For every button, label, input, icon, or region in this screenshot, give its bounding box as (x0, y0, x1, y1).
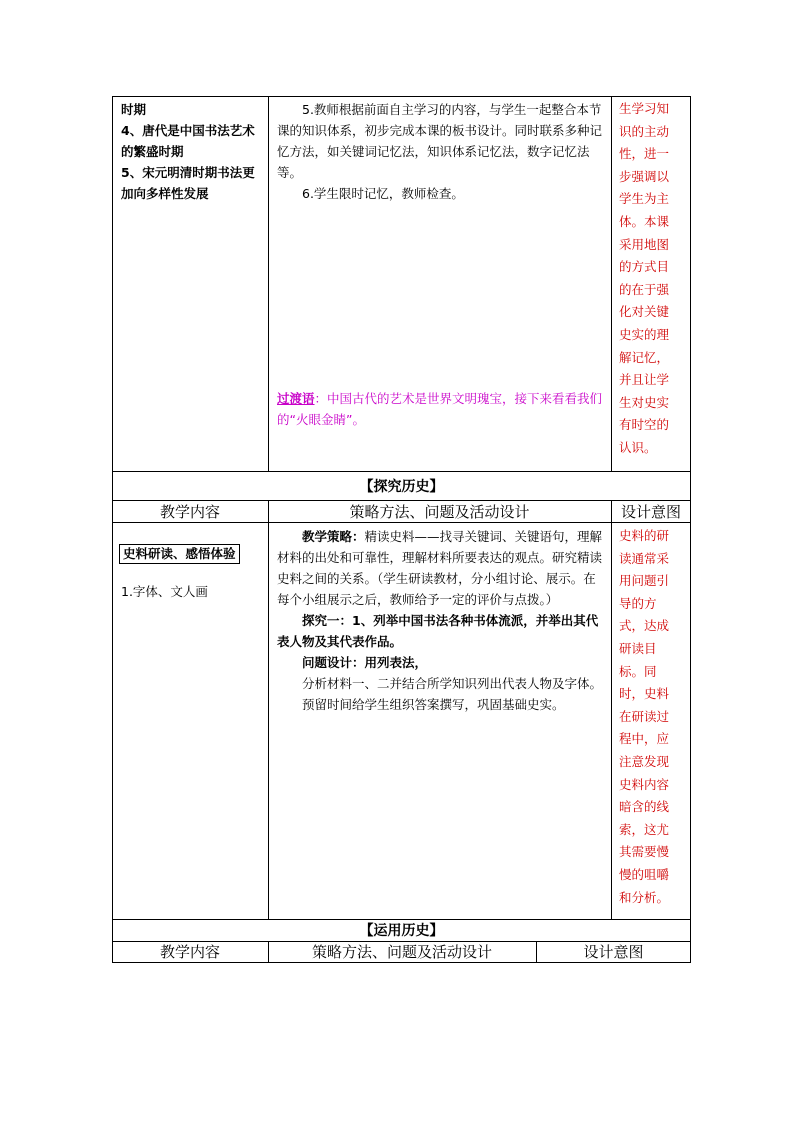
question-design: 问题设计：用列表法， (302, 655, 428, 670)
table-border-top (112, 96, 691, 97)
explore-header-intent: 设计意图 (620, 503, 681, 521)
apply-header-strategy: 策略方法、问题及活动设计 (311, 943, 492, 961)
strategy-text: 精读史料——找寻关键词、关键语句，理解材料的出处和可靠性，理解材料所要表达的观点。研究精读史料之间的关系。（学生研读教材，分小组讨论、展示。在每个小组展示之后，教师给予一定的评价与点拨。） (277, 529, 603, 607)
transition-label: 过渡语 (277, 391, 315, 406)
explore-header-content: 教学内容 (159, 503, 220, 521)
apply-header-content: 教学内容 (159, 943, 220, 961)
explore-left-cell (119, 543, 264, 564)
col-divider-mid-2 (611, 500, 612, 919)
reserve-text: 预留时间给学生组织答案撰写，巩固基础史实。 (302, 697, 565, 712)
strategy-paragraph (277, 526, 603, 610)
top-middle-paragraph-2: 6.学生限时记忆，教师检查。 (302, 186, 464, 201)
col-divider-top-2 (611, 96, 612, 471)
col-divider-top-1 (268, 96, 269, 471)
apply-header-intent: 设计意图 (583, 943, 644, 961)
row-divider-1 (112, 471, 691, 472)
col-divider-mid-1 (268, 500, 269, 919)
explore-middle-cell (277, 526, 603, 715)
table-border-right (690, 96, 691, 963)
transition-text (277, 388, 603, 430)
explore-left-item: 1.字体、文人画 (121, 584, 208, 599)
apply-section-title: 【运用历史】 (359, 923, 444, 939)
top-left-line-3: 5、宋元明清时期书法更加向多样性发展 (121, 165, 255, 201)
top-middle-paragraph-1: 5.教师根据前面自主学习的内容，与学生一起整合本节课的知识体系，初步完成本课的板书设计。同时联系多种记忆方法，如关键词记忆法，知识体系记忆法，数字记忆法等。 (277, 102, 603, 180)
strategy-label: 教学策略： (302, 529, 365, 544)
table-border-left (112, 96, 113, 963)
top-left-line-1: 时期 (121, 102, 147, 117)
explore-header-strategy: 策略方法、问题及活动设计 (349, 503, 530, 521)
top-left-line-2: 4、唐代是中国书法艺术的繁盛时期 (121, 123, 255, 159)
top-middle-cell (277, 99, 603, 204)
explore-right-note: 史料的研读通常采用问题引导的方式，达成研读目标。同时，史料在研读过程中，应注意发现史料内容暗含的线索，这尤其需要慢慢的咀嚼和分析。 (619, 528, 670, 905)
top-right-note: 生学习知识的主动性，进一步强调以学生为主体。本课采用地图的方式目的在于强化对关键史实的理解记忆，并且让学生对史实有时空的认识。 (619, 101, 670, 455)
transition-body: ：中国古代的艺术是世界文明瑰宝，接下来看看我们的“火眼金睛”。 (277, 391, 603, 427)
explore-left-box: 史料研读、感悟体验 (119, 544, 240, 564)
inquiry-one: 探究一：1、列举中国书法各种书体流派，并举出其代表人物及其代表作品。 (277, 613, 599, 649)
explore-section-title: 【探究历史】 (359, 479, 444, 495)
top-left-cell (121, 99, 261, 204)
analysis-text: 分析材料一、二并结合所学知识列出代表人物及字体。 (302, 676, 603, 691)
